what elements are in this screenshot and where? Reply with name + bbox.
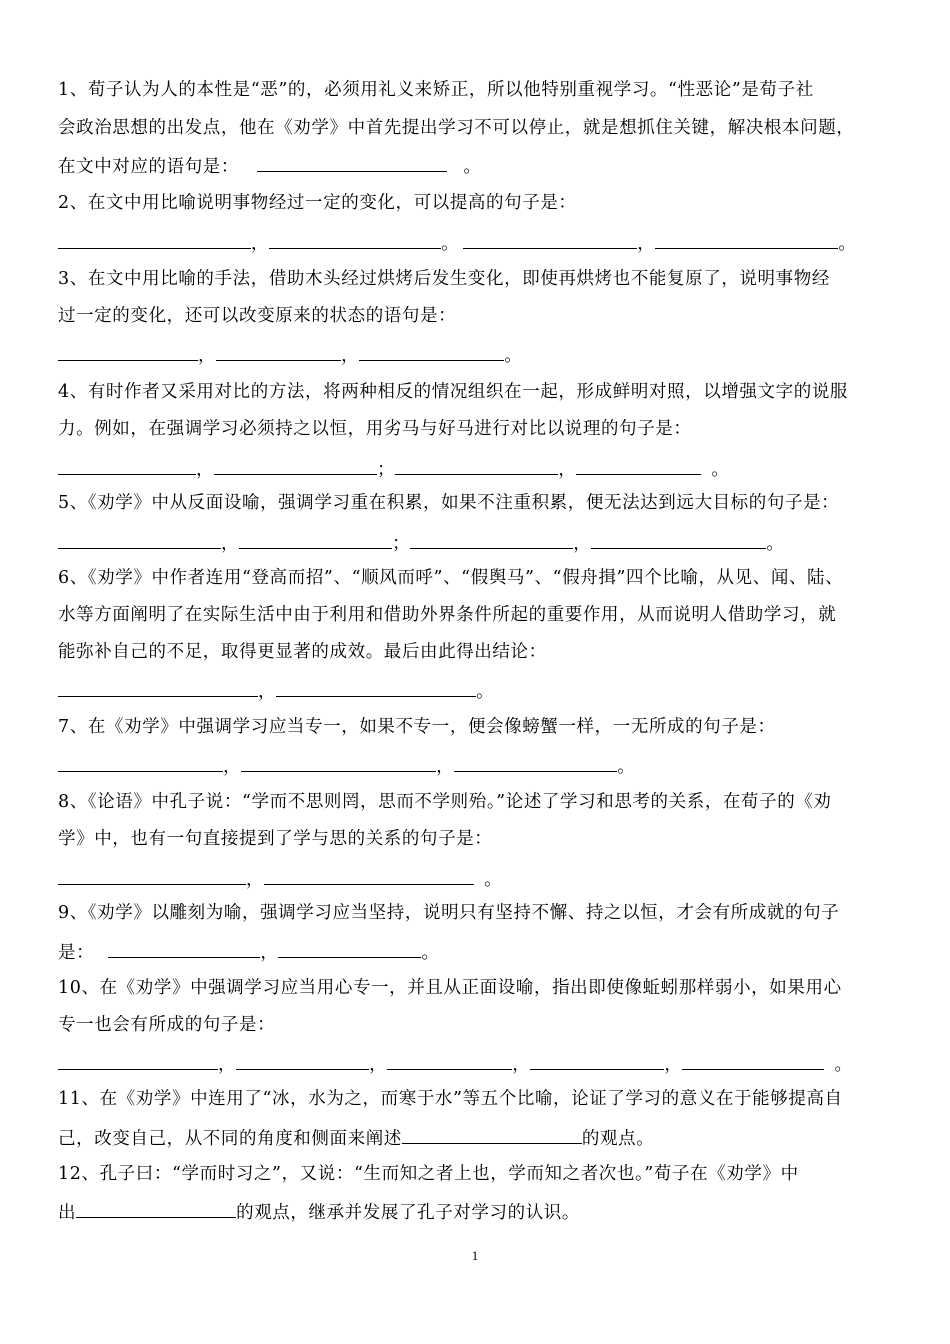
question-8-line-1: 8、《论语》中孔子说：“学而不思则罔，思而不学则殆。”论述了学习和思考的关系，在荀子的《劝 — [58, 792, 832, 812]
punctuation: 。 — [476, 682, 495, 702]
answer-blank[interactable] — [530, 1051, 664, 1070]
page-number: 1 — [471, 1248, 479, 1263]
answer-blank[interactable] — [58, 678, 258, 697]
punctuation: ， — [198, 346, 217, 366]
question-11-line-2 — [58, 1125, 654, 1151]
question-3-answers — [58, 342, 522, 368]
answer-blank[interactable] — [655, 230, 838, 249]
question-4-answers — [58, 456, 729, 482]
answer-blank[interactable] — [58, 456, 196, 475]
answer-blank[interactable] — [236, 1051, 369, 1070]
answer-blank[interactable] — [76, 1199, 236, 1218]
answer-blank[interactable] — [278, 939, 421, 958]
punctuation: 。 — [834, 1055, 853, 1075]
punctuation: ， — [573, 534, 592, 554]
question-9-prompt: 是： — [58, 943, 95, 963]
question-11-line-1: 11、在《劝学》中连用了“冰，水为之，而寒于水”等五个比喻，论证了学习的意义在于能够提高自 — [58, 1089, 843, 1109]
answer-blank[interactable] — [58, 1051, 218, 1070]
punctuation: ， — [369, 1055, 388, 1075]
answer-blank[interactable] — [410, 530, 573, 549]
punctuation: ， — [221, 534, 240, 554]
answer-blank[interactable] — [463, 230, 637, 249]
question-10-answers — [58, 1051, 853, 1077]
question-2-line-1: 2、在文中用比喻说明事物经过一定的变化，可以提高的句子是： — [58, 193, 577, 213]
answer-blank[interactable] — [387, 1051, 512, 1070]
punctuation: ， — [637, 234, 656, 254]
question-2-answers — [58, 230, 856, 256]
question-1-line-1: 1、荀子认为人的本性是“恶”的，必须用礼义来矫正，所以他特别重视学习。“性恶论”是荀子社 — [58, 80, 814, 100]
question-6-line-3: 能弥补自己的不足，取得更显著的成效。最后由此得出结论： — [58, 642, 547, 662]
answer-blank[interactable] — [216, 342, 341, 361]
question-5-answers — [58, 530, 784, 556]
answer-blank[interactable] — [257, 153, 447, 172]
punctuation: 。 — [504, 346, 523, 366]
answer-blank[interactable] — [395, 456, 558, 475]
question-9-line-2 — [58, 939, 440, 965]
answer-blank[interactable] — [591, 530, 766, 549]
punctuation: ； — [377, 460, 396, 480]
punctuation: 。 — [421, 943, 440, 963]
question-4-line-1: 4、有时作者又采用对比的方法，将两种相反的情况组织在一起，形成鲜明对照，以增强文字的说服 — [58, 382, 849, 402]
punctuation: ； — [392, 534, 411, 554]
question-12-prompt: 出 — [58, 1203, 77, 1223]
punctuation: 。 — [766, 534, 785, 554]
question-9-line-1: 9、《劝学》以雕刻为喻，强调学习应当坚持，说明只有坚持不懈、持之以恒，才会有所成就的句子 — [58, 903, 840, 923]
answer-blank[interactable] — [58, 866, 246, 885]
answer-blank[interactable] — [58, 530, 221, 549]
answer-blank[interactable] — [58, 230, 251, 249]
answer-blank[interactable] — [402, 1125, 582, 1144]
answer-blank[interactable] — [576, 456, 701, 475]
punctuation: 。 — [711, 460, 730, 480]
question-3-line-1: 3、在文中用比喻的手法，借助木头经过烘烤后发生变化，即使再烘烤也不能复原了，说明事物经 — [58, 269, 830, 289]
question-1-line-3 — [58, 153, 481, 179]
punctuation: 。 — [838, 234, 857, 254]
question-11-prompt: 己，改变自己，从不同的角度和侧面来阐述 — [58, 1129, 402, 1149]
question-6-line-1: 6、《劝学》中作者连用“登高而招”、“顺风而呼”、“假舆马”、“假舟揖”四个比喻，从见、闻、陆、 — [58, 568, 844, 588]
answer-blank[interactable] — [58, 753, 223, 772]
answer-blank[interactable] — [108, 939, 260, 958]
question-10-line-2: 专一也会有所成的句子是： — [58, 1015, 276, 1035]
punctuation: ， — [218, 1055, 237, 1075]
question-5-line-1: 5、《劝学》中从反面设喻，强调学习重在积累，如果不注重积累，便无法达到远大目标的句子是： — [58, 493, 840, 513]
answer-blank[interactable] — [276, 678, 476, 697]
question-1-prompt: 在文中对应的语句是： — [58, 157, 239, 177]
punctuation: ， — [436, 757, 455, 777]
question-12-line-1: 12、孔子曰：“学而时习之”，又说：“生而知之者上也，学而知之者次也。”荀子在《劝学》中 — [58, 1164, 799, 1184]
answer-blank[interactable] — [269, 230, 441, 249]
answer-blank[interactable] — [264, 866, 474, 885]
punctuation: 。 — [441, 234, 460, 254]
punctuation: ， — [258, 682, 277, 702]
punctuation: ， — [246, 870, 265, 890]
answer-blank[interactable] — [214, 456, 377, 475]
question-8-answers — [58, 866, 502, 892]
question-1-line-2: 会政治思想的出发点，他在《劝学》中首先提出学习不可以停止，就是想抓住关键，解决根本问题， — [58, 118, 855, 138]
question-4-line-2: 力。例如，在强调学习必须持之以恒，用劣马与好马进行对比以说理的句子是： — [58, 419, 692, 439]
answer-blank[interactable] — [359, 342, 504, 361]
question-6-answers — [58, 678, 494, 704]
answer-blank[interactable] — [241, 753, 436, 772]
punctuation: ， — [223, 757, 242, 777]
question-12-suffix: 的观点，继承并发展了孔子对学习的认识。 — [236, 1203, 581, 1223]
punctuation: ， — [558, 460, 577, 480]
answer-blank[interactable] — [682, 1051, 824, 1070]
punctuation: 。 — [617, 757, 636, 777]
answer-blank[interactable] — [239, 530, 392, 549]
punctuation: ， — [664, 1055, 683, 1075]
punctuation: ， — [260, 943, 279, 963]
punctuation: ， — [196, 460, 215, 480]
question-12-line-2 — [58, 1199, 580, 1225]
question-11-suffix: 的观点。 — [581, 1129, 655, 1149]
question-8-line-2: 学》中，也有一句直接提到了学与思的关系的句子是： — [58, 829, 493, 849]
punctuation: ， — [512, 1055, 531, 1075]
question-7-answers — [58, 753, 635, 779]
question-6-line-2: 水等方面阐明了在实际生活中由于利用和借助外界条件所起的重要作用，从而说明人借助学习，就 — [58, 605, 837, 625]
punctuation: 。 — [463, 157, 482, 177]
punctuation: ， — [251, 234, 270, 254]
punctuation: ， — [341, 346, 360, 366]
answer-blank[interactable] — [58, 342, 198, 361]
answer-blank[interactable] — [454, 753, 617, 772]
question-10-line-1: 10、在《劝学》中强调学习应当用心专一，并且从正面设喻，指出即使像蚯蚓那样弱小，如果用心 — [58, 978, 842, 998]
question-7-line-1: 7、在《劝学》中强调学习应当专一，如果不专一，便会像螃蟹一样，一无所成的句子是： — [58, 717, 776, 737]
punctuation: 。 — [484, 870, 503, 890]
question-3-line-2: 过一定的变化，还可以改变原来的状态的语句是： — [58, 306, 457, 326]
